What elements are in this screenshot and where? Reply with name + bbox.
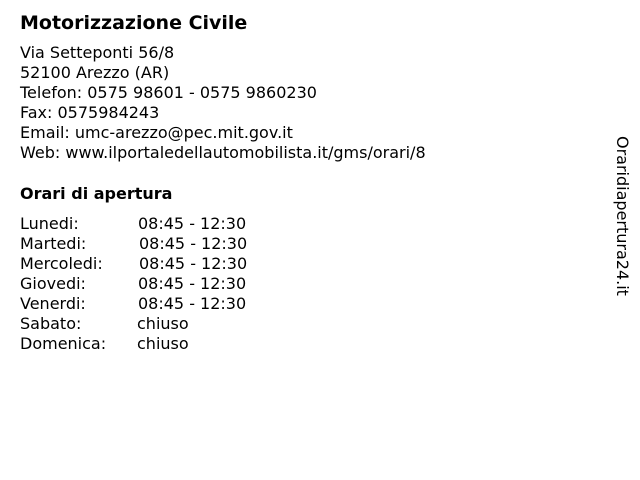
address-line-city: 52100 Arezzo (AR) <box>20 63 170 82</box>
time-value: 08:45 - 12:30 <box>138 294 247 313</box>
time-value: 08:45 - 12:30 <box>139 254 248 273</box>
day-label: Giovedi: <box>20 274 86 293</box>
web-text: Web: www.ilportaledellautomobilista.it/gms/orari/8 <box>20 143 426 162</box>
business-name: Motorizzazione Civile <box>20 12 248 34</box>
site-brand-watermark <box>612 136 634 308</box>
phone-text: Telefon: 0575 98601 - 0575 9860230 <box>20 83 317 102</box>
time-value: 08:45 - 12:30 <box>138 274 247 293</box>
time-value: 08:45 - 12:30 <box>138 214 247 233</box>
contact-block <box>20 43 426 163</box>
time-value: 08:45 - 12:30 <box>139 234 248 253</box>
day-label: Sabato: <box>20 314 82 333</box>
day-label: Venerdi: <box>20 294 86 313</box>
day-label: Mercoledi: <box>20 254 103 273</box>
time-value: chiuso <box>137 334 189 353</box>
opening-hours-heading: Orari di apertura <box>20 184 173 203</box>
fax-text: Fax: 0575984243 <box>20 103 160 122</box>
day-label: Domenica: <box>20 334 107 353</box>
day-label: Martedi: <box>20 234 87 253</box>
day-label: Lunedi: <box>20 214 79 233</box>
time-value: chiuso <box>137 314 189 333</box>
address-line-street: Via Setteponti 56/8 <box>20 43 175 62</box>
email-text: Email: umc-arezzo@pec.mit.gov.it <box>20 123 293 142</box>
site-brand-text: Oraridiapertura24.it <box>613 136 632 296</box>
